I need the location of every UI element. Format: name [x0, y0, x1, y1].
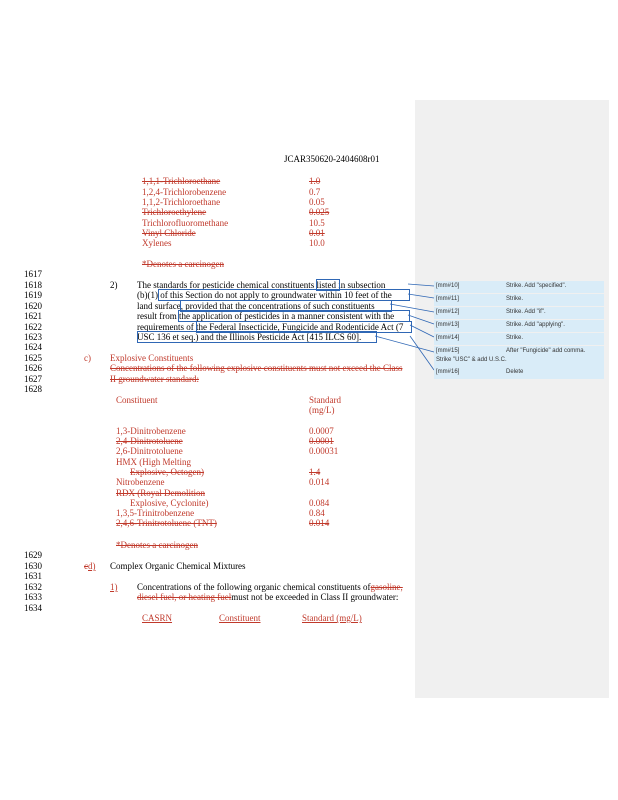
comment-connector-lines	[375, 282, 435, 374]
section-c-marker: c)	[84, 353, 91, 363]
explosive-constituent: 1,3,5-Trinitrobenzene	[116, 508, 195, 518]
line-number: 1634	[24, 603, 42, 613]
comment-text: Strike.	[506, 335, 524, 341]
explosive-constituent: 2,4-Dinitrotoluene	[116, 436, 183, 446]
line-number: 1622	[24, 322, 42, 332]
table1-standard: 0.05	[309, 197, 325, 207]
comment-bubble[interactable]	[434, 367, 604, 379]
comment-text: Strike.	[506, 296, 524, 302]
line-number: 1625	[24, 353, 42, 363]
explosive-standard: 0.084	[309, 498, 330, 508]
table1-constituent: Trichlorofluoromethane	[142, 218, 229, 228]
explosive-standard: 1.4	[309, 467, 321, 477]
table1-constituent: Vinyl Chloride	[142, 228, 196, 238]
carcinogen-footnote: *Denotes a carcinogen	[116, 540, 198, 550]
comment-author: [mm#11]	[436, 296, 459, 302]
explosive-constituent: 1,3-Dinitrobenzene	[116, 426, 186, 436]
comment-bubble[interactable]	[434, 307, 604, 319]
line-number: 1628	[24, 384, 42, 394]
line-number: 1632	[24, 582, 42, 592]
table1-constituent: 1,1,2-Trichloroethane	[142, 197, 221, 207]
section-c-struck-text: II groundwater standard:	[110, 374, 199, 384]
comment-text: Strike. Add "if".	[506, 309, 546, 315]
explosive-standard: 0.014	[309, 518, 330, 528]
comment-text: Strike. Add "applying".	[506, 322, 565, 328]
column-header-casrn: CASRN	[142, 613, 173, 623]
explosive-standard: 0.84	[309, 508, 325, 518]
comment-bubble[interactable]	[434, 294, 604, 306]
comment-text: Delete	[506, 369, 524, 375]
explosive-constituent: HMX (High Melting	[116, 457, 191, 467]
section-c-struck-text: Concentrations of the following explosive constituents must not exceed the Class	[110, 363, 403, 373]
explosive-constituent: RDX (Royal Demolition	[116, 488, 205, 498]
comment-bubble[interactable]	[434, 320, 604, 332]
table1-constituent: 1,2,4-Trichlorobenzene	[142, 187, 227, 197]
column-header-constituent: Constituent	[219, 613, 261, 623]
line-number: 1626	[24, 363, 42, 373]
section-c-title: Explosive Constituents	[110, 353, 194, 363]
line-number: 1619	[24, 290, 42, 300]
comment-text: After "Fungicide" add comma.	[506, 348, 586, 354]
line-number: 1617	[24, 269, 42, 279]
comment-text-line-2: Strike "USC" & add U.S.C.	[436, 357, 507, 363]
paragraph-marker: 2)	[110, 280, 118, 290]
table1-standard: 1.0	[309, 176, 321, 186]
paragraph-line: requirements of the Federal Insecticide, Fungicide and Rodenticide Act (7	[137, 322, 404, 332]
document-header-id: JCAR350620-2404608r01	[284, 154, 380, 164]
section-d-old-marker: c	[84, 561, 88, 571]
table1-standard: 0.025	[309, 207, 330, 217]
markup-highlight-box[interactable]	[137, 331, 377, 343]
comment-author: [mm#16]	[436, 369, 460, 375]
paragraph-line: The standards for pesticide chemical constituents listed in subsection	[137, 280, 386, 290]
table1-constituent: Trichloroethylene	[142, 207, 207, 217]
table1-standard: 10.0	[309, 238, 325, 248]
line-number: 1618	[24, 280, 42, 290]
explosive-standard: 0.0007	[309, 426, 334, 436]
paragraph-line: result from the application of pesticides in a manner consistent with the	[137, 311, 395, 321]
paragraph-line: land surface, provided that the concentrations of such constituents	[137, 301, 375, 311]
section-d-struck-text: gasoline,	[370, 582, 403, 592]
paragraph-line: USC 136 et seq.) and the Illinois Pesticide Act [415 ILCS 60].	[137, 332, 362, 342]
section-d-new-marker: d)	[88, 561, 96, 571]
comment-bubble[interactable]	[434, 333, 604, 345]
line-number: 1627	[24, 374, 42, 384]
comment-author: [mm#10]	[436, 283, 460, 289]
carcinogen-footnote: *Denotes a carcinogen	[142, 259, 224, 269]
column-header-standard: Standard	[309, 395, 341, 405]
comment-author: [mm#12]	[436, 309, 460, 315]
section-d-title: Complex Organic Chemical Mixtures	[110, 561, 246, 571]
comment-bubble[interactable]	[434, 281, 604, 293]
comment-author: [mm#14]	[436, 335, 460, 341]
explosive-constituent: Explosive, Cyclonite)	[130, 498, 209, 508]
comment-author: [mm#15]	[436, 348, 460, 354]
explosive-constituent: Explosive, Octogen)	[130, 467, 204, 477]
table1-standard: 10.5	[309, 218, 325, 228]
table1-constituent: 1,1,1-Trichloroethane	[142, 176, 221, 186]
column-header-standard: Standard (mg/L)	[302, 613, 362, 623]
column-header-constituent: Constituent	[116, 395, 158, 405]
section-d-line-2	[137, 592, 398, 602]
comment-author: [mm#13]	[436, 322, 460, 328]
line-number: 1621	[24, 311, 42, 321]
table1-standard: 0.01	[309, 228, 325, 238]
line-number: 1633	[24, 592, 42, 602]
explosive-constituent: 2,6-Dinitrotoluene	[116, 446, 183, 456]
comment-text: Strike. Add "specified".	[506, 283, 567, 289]
comment-margin-panel	[415, 100, 609, 698]
line-number: 1629	[24, 550, 42, 560]
paragraph-line: (b)(1) of this Section do not apply to groundwater within 10 feet of the	[137, 290, 392, 300]
explosive-standard: 0.00031	[309, 446, 339, 456]
explosive-standard: 0.0001	[309, 436, 334, 446]
section-d-line-1	[137, 582, 403, 592]
table1-standard: 0.7	[309, 187, 321, 197]
comment-bubble[interactable]	[434, 346, 604, 368]
section-d-marker	[84, 561, 96, 571]
explosive-standard: 0.014	[309, 477, 330, 487]
line-number: 1630	[24, 561, 42, 571]
section-d-item-marker: 1)	[110, 582, 118, 592]
line-number: 1631	[24, 571, 42, 581]
section-d-text: must not be exceeded in Class II groundwater:	[231, 592, 399, 602]
explosive-constituent: Nitrobenzene	[116, 477, 165, 487]
column-header-units: (mg/L)	[309, 405, 335, 415]
line-number: 1623	[24, 332, 42, 342]
line-number: 1620	[24, 301, 42, 311]
section-d-struck-text: diesel fuel, or heating fuel	[137, 592, 232, 602]
section-d-text: Concentrations of the following organic chemical constituents of	[137, 582, 371, 592]
explosive-constituent: 2,4,6-Trinitrotoluene (TNT)	[116, 518, 217, 528]
table1-constituent: Xylenes	[142, 238, 172, 248]
line-number: 1624	[24, 342, 42, 352]
